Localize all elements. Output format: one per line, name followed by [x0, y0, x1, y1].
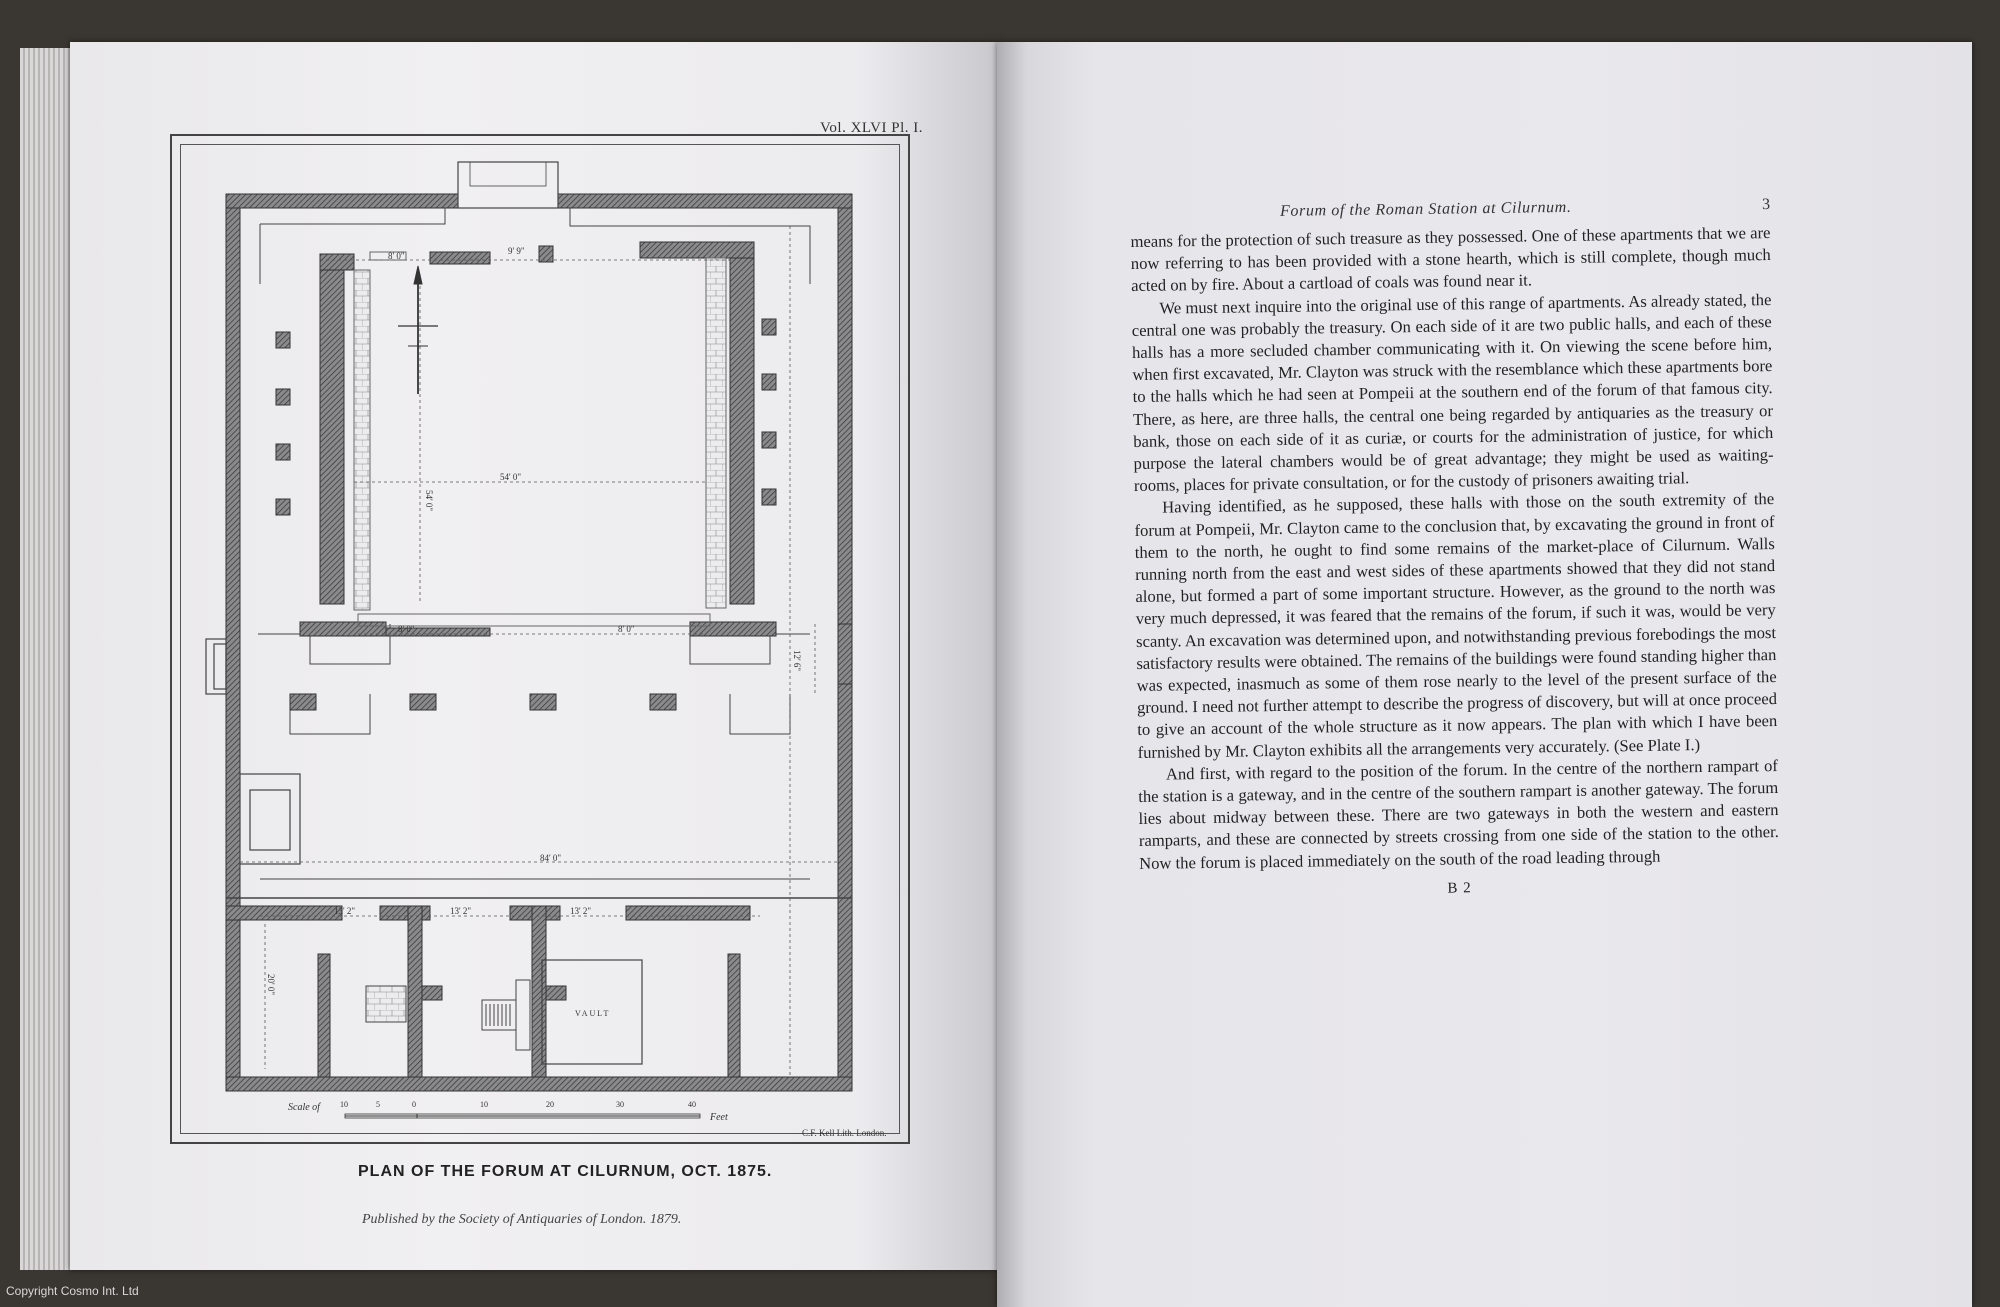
text-column — [1130, 196, 1780, 902]
north-arrow — [398, 266, 438, 394]
svg-text:20: 20 — [546, 1100, 554, 1109]
svg-text:8' 0": 8' 0" — [618, 624, 635, 634]
running-head-title: Forum of the Roman Station at Cilurnum. — [1279, 198, 1572, 220]
svg-text:Feet: Feet — [710, 1112, 728, 1123]
south-rooms — [226, 906, 750, 1077]
svg-text:9' 9": 9' 9" — [508, 246, 525, 256]
signature-mark: B 2 — [1447, 880, 1472, 897]
svg-text:8' 0": 8' 0" — [388, 251, 405, 261]
paragraph: And first, with regard to the position of the forum. In the centre of the northern rampart of the station is a gateway, and in the centre of the southern rampart is another gateway. The forum lies about midway between these. There are two gateways in both the western and eastern ramparts, and these are connected by streets crossing from one side of the station to the other. Now the forum is placed immediately on the south of the road leading through — [1138, 755, 1779, 873]
plate-label: Vol. XLVI Pl. I. — [820, 120, 924, 136]
courtyard-walls — [300, 242, 776, 636]
copyright-watermark: Copyright Cosmo Int. Ltd — [6, 1284, 139, 1298]
paragraph: We must next inquire into the original use of this range of apartments. As already stated, the central one was probably the treasury. On each side of it are two public halls, and each of these halls has a more secluded chamber communicating with it. On viewing the scene before him, when first excavated, Mr. Clayton was struck with the resemblance which these apartments bore to the halls which he had seen at Pompeii at the southern end of the forum of that famous city. There, as here, are three halls, the central one being regarded by antiquaries as the treasury or bank, those on each side of it as curiæ, or courts for the administration of justice, for which purpose the lateral chambers would be of great advantage; they might be used as waiting-rooms, places for private consultation, or for the custody of prisoners awaiting trial. — [1131, 289, 1774, 496]
page-number: 3 — [1761, 196, 1771, 214]
svg-text:12' 6": 12' 6" — [792, 650, 802, 672]
svg-text:54' 0": 54' 0" — [500, 472, 522, 482]
svg-text:10: 10 — [480, 1100, 488, 1109]
guard-chamber — [206, 639, 300, 864]
svg-text:13' 2": 13' 2" — [570, 906, 592, 916]
publisher-line: Published by the Society of Antiquaries of London. 1879. — [362, 1212, 682, 1227]
paragraph: means for the protection of such treasure as they possessed. One of these apartments that we are now referring to has been provided with a stone hearth, which is still complete, though much acted on by fire. About a cartload of coals was found near it. — [1130, 223, 1771, 296]
svg-text:13' 2": 13' 2" — [450, 906, 472, 916]
svg-text:84' 0": 84' 0" — [540, 853, 562, 863]
svg-text:40: 40 — [688, 1100, 696, 1109]
vault-label: VAULT — [575, 1009, 611, 1018]
svg-text:0: 0 — [412, 1100, 416, 1109]
plan-title: PLAN OF THE FORUM AT CILURNUM, OCT. 1875. — [358, 1163, 773, 1180]
forum-plan — [170, 134, 910, 1144]
svg-text:Scale of: Scale of — [288, 1102, 320, 1113]
lithographer-credit: C.F. Kell Lith. London. — [802, 1128, 887, 1138]
svg-text:5: 5 — [376, 1100, 380, 1109]
scale-bar — [288, 1100, 887, 1138]
svg-text:10: 10 — [340, 1100, 348, 1109]
svg-text:54' 0": 54' 0" — [424, 490, 434, 512]
svg-text:13' 2": 13' 2" — [334, 906, 356, 916]
svg-text:20' 0": 20' 0" — [266, 974, 276, 996]
svg-text:8' 0": 8' 0" — [398, 624, 415, 634]
paragraph: Having identified, as he supposed, these halls with those on the south extremity of the forum at Pompeii, Mr. Clayton came to the conclusion that, by excavating the ground in front of them to the north, he ought to find some remains of the market-place of Cilurnum. Walls running north from the east and west sides of these apartments showed that they did not stand alone, but formed a part of some important structure. However, as the ground to the north was very much depressed, it was feared that the remains of the forum, if such it was, would be very scanty. An excavation was determined upon, and notwithstanding previous forebodings the most satisfactory results were obtained. The remains of the buildings were found standing higher than was expected, inasmuch as some of them rose nearly to the level of the present surface of the ground. I need not further attempt to describe the progress of discovery, but will at once proceed to give an account of the whole structure as it now appears. The plan with which I have been furnished by Mr. Clayton exhibits all the arrangements very accurately. (See Plate I.) — [1134, 489, 1778, 762]
svg-text:30: 30 — [616, 1100, 624, 1109]
